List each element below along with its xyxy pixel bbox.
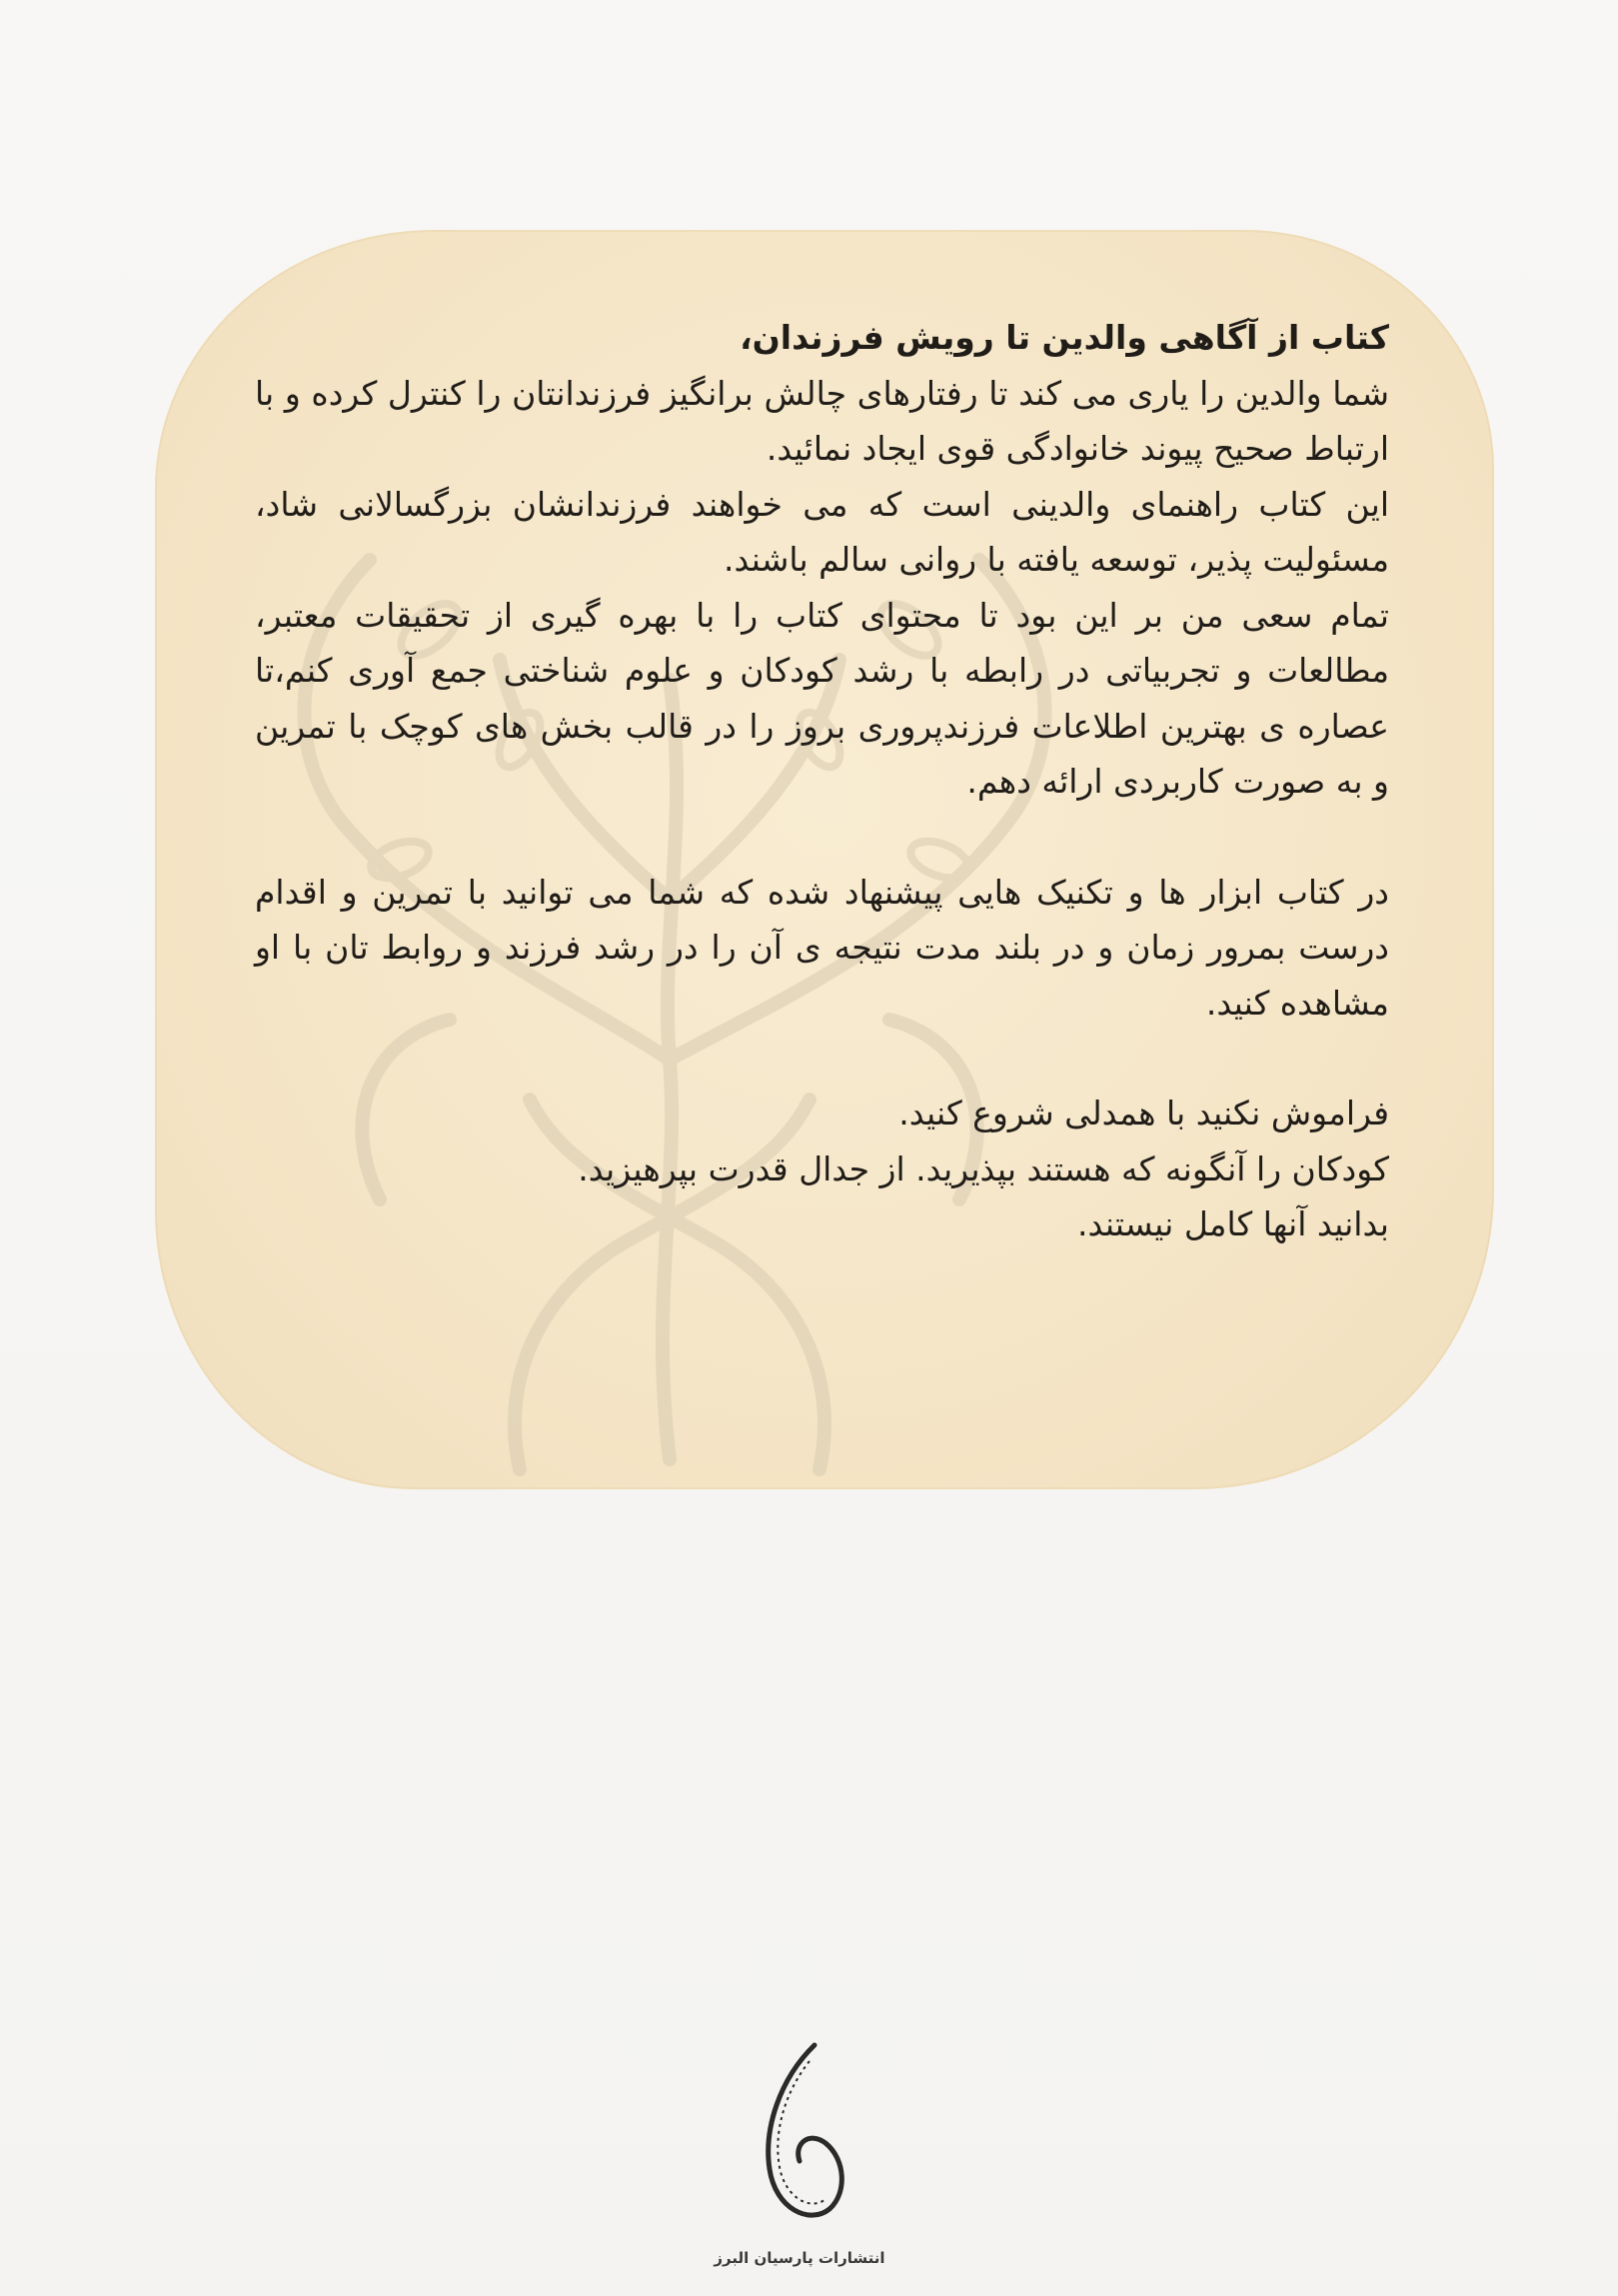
closing-line-imperfect: بدانید آنها کامل نیستند.	[1077, 1204, 1389, 1243]
paisley-drop-icon	[760, 2039, 849, 2229]
paragraph-gap	[255, 1031, 1389, 1086]
paragraph-tools: در کتاب ابزار ها و تکنیک هایی پیشنهاد شده که شما می توانید با تمرین و اقدام درست بمرور زمان و در بلند مدت نتیجه ی آن را در رشد فرزند و روابط تان با او مشاهده کنید.	[255, 872, 1389, 1023]
paragraph-gap	[255, 810, 1389, 865]
paragraph-intro: شما والدین را یاری می کند تا رفتارهای چالش برانگیز فرزندانتان را کنترل کرده و با ارتباط صحیح پیوند خانوادگی قوی ایجاد نمائید.	[255, 373, 1389, 468]
lead-line: کتاب از آگاهی والدین تا رویش فرزندان،	[740, 318, 1389, 357]
paragraph-research: تمام سعی من بر این بود تا محتوای کتاب را با بهره گیری از تحقیقات معتبر، مطالعات و تجربیاتی در رابطه با رشد کودکان و علوم شناختی جمع آوری کنم،تا عصاره ی بهترین اطلاعات فرزندپروری بروز را در قالب بخش های کوچک با تمرین و به صورت کاربردی ارائه دهم.	[255, 595, 1389, 801]
paragraph-guide: این کتاب راهنمای والدینی است که می خواهند فرزندانشان بزرگسالانی شاد، مسئولیت پذیر، توسعه یافته با روانی سالم باشند.	[255, 484, 1389, 579]
back-cover-text	[255, 310, 1389, 1252]
closing-line-empathy: فراموش نکنید با همدلی شروع کنید.	[898, 1094, 1389, 1133]
closing-line-accept: کودکان را آنگونه که هستند بپذیرید. از جدال قدرت بپرهیزید.	[578, 1148, 1389, 1188]
publisher-name: انتشارات پارسیان البرز	[714, 2249, 885, 2267]
